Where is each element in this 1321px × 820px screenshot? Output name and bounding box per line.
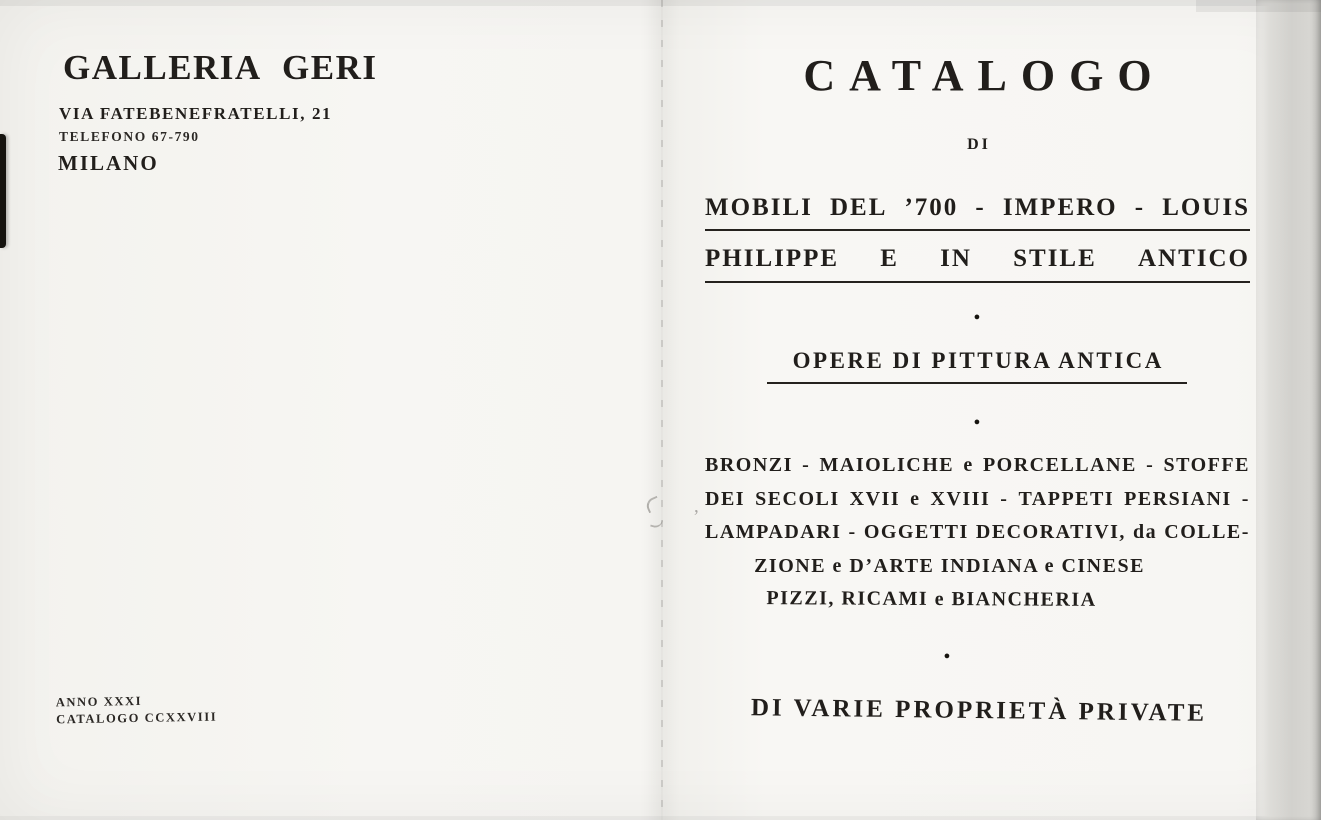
page-fold-shadow: [640, 0, 680, 820]
gallery-name: GALLERIA GERI: [63, 48, 378, 87]
body-line: LAMPADARI - OGGETTI DECORATIVI, da COLLE-: [705, 521, 1250, 543]
footer-line: DI VARIE PROPRIETÀ PRIVATE: [750, 694, 1208, 727]
contents-paragraph: [705, 454, 1250, 622]
bullet-separator: ●: [973, 311, 981, 323]
edition-info: [56, 692, 218, 729]
body-line: BRONZI - MAIOLICHE e PORCELLANE - STOFFE: [705, 454, 1250, 476]
catalog-subtitle: DI: [967, 136, 991, 153]
gallery-phone: TELEFONO 67-790: [59, 129, 200, 144]
catalog-number-line: CATALOGO CCXXVIII: [56, 709, 218, 727]
bullet-separator: ●: [973, 416, 981, 428]
scan-artifact-pencil-mark: ,: [694, 496, 699, 517]
body-line: ZIONE e D’ARTE INDIANA e CINESE: [754, 554, 1145, 577]
section-title: OPERE DI PITTURA ANTICA: [767, 348, 1187, 384]
bullet-separator: ●: [943, 650, 951, 662]
page-edge-band: [1256, 0, 1321, 820]
gallery-city: MILANO: [58, 151, 159, 175]
gallery-address: VIA FATEBENEFRATELLI, 21: [59, 104, 333, 123]
right-page: [705, 0, 1250, 820]
catalog-title: CATALOGO: [803, 51, 1166, 100]
headline-line-1: MOBILI DEL ’700 - IMPERO - LOUIS: [705, 194, 1250, 231]
body-line: DEI SECOLI XVII e XVIII - TAPPETI PERSIANI -: [705, 487, 1250, 510]
page-fold-line: [661, 0, 663, 820]
scan-artifact-left-mark: [0, 134, 6, 248]
year-line: ANNO XXXI: [55, 693, 143, 710]
body-line: PIZZI, RICAMI e BIANCHERIA: [766, 587, 1097, 611]
headline-line-2: PHILIPPE E IN STILE ANTICO: [705, 245, 1250, 283]
